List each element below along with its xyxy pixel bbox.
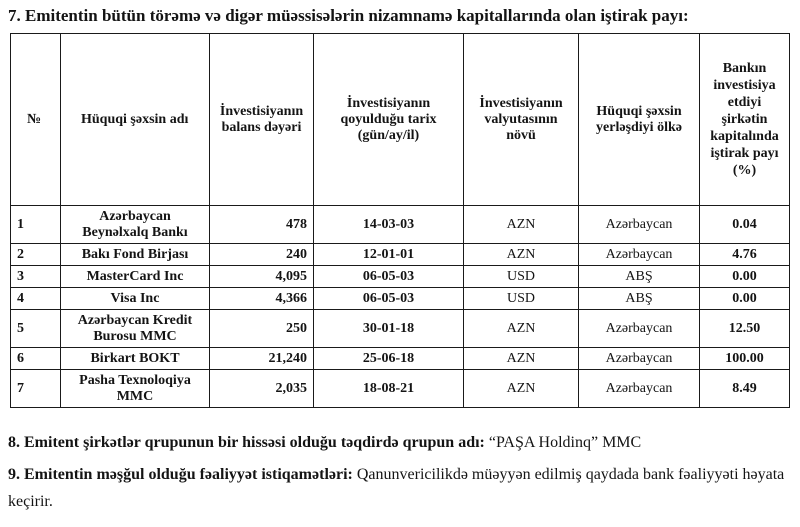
table-row	[11, 206, 790, 244]
row-currency: AZN	[464, 244, 579, 266]
row-investment-date: 30-01-18	[314, 310, 464, 348]
activity-label: 9. Emitentin məşğul olduğu fəaliyyət istiqamətləri:	[8, 466, 353, 483]
row-investment-date: 12-01-01	[314, 244, 464, 266]
row-currency: AZN	[464, 348, 579, 370]
activity-value: Qanunvericilikdə müəyyən edilmiş qaydada bank fəaliyyəti həyata keçirir.	[8, 466, 785, 510]
table-row	[11, 310, 790, 348]
row-number: 6	[11, 348, 61, 370]
row-entity-name: Azərbaycan Beynəlxalq Bankı	[61, 206, 210, 244]
row-currency: USD	[464, 266, 579, 288]
group-affiliation-label: 8. Emitent şirkətlər qrupunun bir hissəsi olduğu təqdirdə qrupun adı:	[8, 434, 485, 451]
row-entity-name: Visa Inc	[61, 288, 210, 310]
row-investment-date: 06-05-03	[314, 288, 464, 310]
row-country: Azərbaycan	[579, 310, 700, 348]
header-number: №	[11, 34, 61, 206]
table-row	[11, 288, 790, 310]
row-share: 0.00	[700, 288, 790, 310]
group-affiliation-value: “PAŞA Holdinq” MMC	[488, 434, 642, 451]
row-entity-name: Birkart BOKT	[61, 348, 210, 370]
row-country: Azərbaycan	[579, 348, 700, 370]
row-number: 2	[11, 244, 61, 266]
row-number: 5	[11, 310, 61, 348]
row-balance-value: 240	[210, 244, 314, 266]
row-entity-name: MasterCard Inc	[61, 266, 210, 288]
row-currency: AZN	[464, 206, 579, 244]
row-entity-name: Bakı Fond Birjası	[61, 244, 210, 266]
table-row	[11, 266, 790, 288]
row-country: ABŞ	[579, 266, 700, 288]
header-country: Hüquqi şəxsin yerləşdiyi ölkə	[579, 34, 700, 206]
row-entity-name: Azərbaycan Kredit Burosu MMC	[61, 310, 210, 348]
row-entity-name: Pasha Texnoloqiya MMC	[61, 370, 210, 408]
row-balance-value: 2,035	[210, 370, 314, 408]
row-balance-value: 250	[210, 310, 314, 348]
group-affiliation-line	[8, 434, 788, 452]
row-number: 7	[11, 370, 61, 408]
row-currency: USD	[464, 288, 579, 310]
row-share: 8.49	[700, 370, 790, 408]
row-country: Azərbaycan	[579, 244, 700, 266]
table-row	[11, 348, 790, 370]
row-number: 4	[11, 288, 61, 310]
table-row	[11, 370, 790, 408]
row-investment-date: 18-08-21	[314, 370, 464, 408]
row-share: 0.04	[700, 206, 790, 244]
header-currency: İnvestisiyanın valyutasının növü	[464, 34, 579, 206]
row-balance-value: 478	[210, 206, 314, 244]
activity-line	[8, 461, 788, 515]
row-investment-date: 06-05-03	[314, 266, 464, 288]
table-header-row	[11, 34, 790, 206]
row-investment-date: 14-03-03	[314, 206, 464, 244]
row-balance-value: 21,240	[210, 348, 314, 370]
row-balance-value: 4,366	[210, 288, 314, 310]
header-balance-value: İnvestisiyanın balans dəyəri	[210, 34, 314, 206]
row-country: Azərbaycan	[579, 370, 700, 408]
row-share: 100.00	[700, 348, 790, 370]
row-share: 4.76	[700, 244, 790, 266]
row-share: 12.50	[700, 310, 790, 348]
row-number: 1	[11, 206, 61, 244]
row-currency: AZN	[464, 310, 579, 348]
row-country: Azərbaycan	[579, 206, 700, 244]
row-investment-date: 25-06-18	[314, 348, 464, 370]
row-number: 3	[11, 266, 61, 288]
row-balance-value: 4,095	[210, 266, 314, 288]
header-investment-date: İnvestisiyanın qoyulduğu tarix (gün/ay/il)	[314, 34, 464, 206]
header-share: Bankın investisiya etdiyi şirkətin kapitalında iştirak payı (%)	[700, 34, 790, 206]
header-entity-name: Hüquqi şəxsin adı	[61, 34, 210, 206]
table-row	[11, 244, 790, 266]
row-share: 0.00	[700, 266, 790, 288]
row-country: ABŞ	[579, 288, 700, 310]
section-title: 7. Emitentin bütün törəmə və digər müəssisələrin nizamnamə kapitallarında olan iştirak payı:	[8, 6, 689, 25]
holdings-table	[10, 33, 790, 408]
row-currency: AZN	[464, 370, 579, 408]
